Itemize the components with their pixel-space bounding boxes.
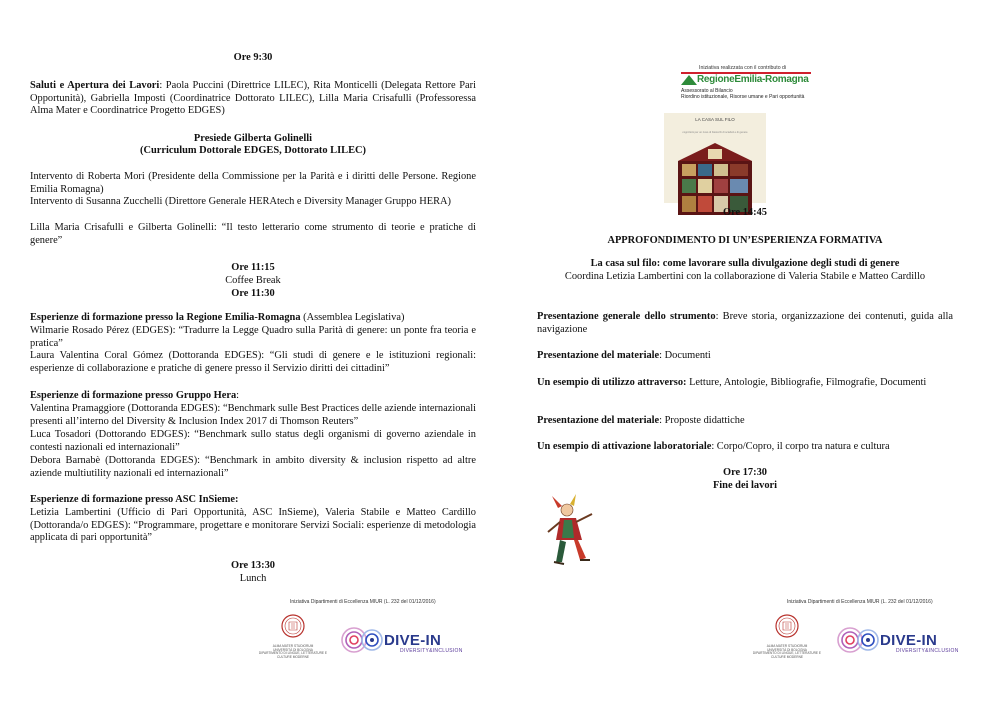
region-sub-1: Assessorato al Bilancio <box>681 88 733 94</box>
chair-line-1: Presiede Gilberta Golinelli <box>193 133 313 144</box>
jester-figure-icon <box>542 492 600 572</box>
time-14-45: Ore 14:45 <box>723 207 767 218</box>
section-hera-item-2: Luca Tosadori (Dottorando EDGES): “Benchmark sullo status degli organismi di governo aziendale in contesti nazionali ed internazionali” <box>30 429 476 453</box>
seal-line-1: ALMA MATER STUDIORUM <box>272 644 314 648</box>
intervention-1: Intervento di Roberta Mori (Presidente della Commissione per la Parità e i diritti delle Persone. Regione Emilia Romagna) <box>30 171 476 195</box>
time-9-30: Ore 9:30 <box>233 52 273 63</box>
region-logo-bar <box>681 72 811 86</box>
time-11-15: Ore 11:15 <box>231 262 275 273</box>
seal-line-1: ALMA MATER STUDIORUM <box>766 644 808 648</box>
item-material-documents: Presentazione del materiale: Documenti <box>537 350 711 361</box>
section-hera-title: Esperienze di formazione presso Gruppo Hera: <box>30 390 240 401</box>
dive-in-logo-left <box>340 620 470 660</box>
subheading: La casa sul filo: come lavorare sulla divulgazione degli studi di genere <box>590 258 900 269</box>
section-emilia-title: Esperienze di formazione presso la Regione Emilia-Romagna (Assemblea Legislativa) <box>30 312 405 323</box>
region-flag-icon <box>681 75 697 85</box>
dive-in-circles-icon <box>340 620 385 660</box>
region-name: RegioneEmilia-Romagna <box>697 73 809 85</box>
unibo-seal-icon <box>752 614 822 646</box>
book-cover-image <box>664 113 766 203</box>
sponsor-note: Iniziativa realizzata con il contributo di <box>699 65 787 71</box>
dive-in-sub: DIVERSITY&INCLUSION <box>896 648 959 654</box>
book-subtitle: cognizioni per un riuso di bisiocchi di sciaboli e di genere <box>682 130 748 134</box>
time-13-30: Ore 13:30 <box>231 560 275 571</box>
unibo-logo-left <box>258 614 328 659</box>
chair-line-2: (Curriculum Dottorale EDGES, Dottorato LILEC) <box>140 145 366 156</box>
end-of-works: Fine dei lavori <box>712 480 778 491</box>
footer-note-right: Iniziativa Dipartimenti di Eccellenza MIUR (L. 232 del 01/12/2016) <box>787 599 933 605</box>
time-17-30: Ore 17:30 <box>723 467 767 478</box>
section-emilia-item-2: Laura Valentina Coral Gómez (Dottoranda EDGES): “Gli studi di genere e le istituzioni regionali: esperienze di collaborazione e pratiche di genere presso il Servizio diritti dei cittadini” <box>30 350 476 374</box>
unibo-seal-icon <box>258 614 328 646</box>
intervention-2: Intervento di Susanna Zucchelli (Direttore Generale HERAtech e Diversity Manager Gruppo HERA) <box>30 196 451 207</box>
item-lab-example: Un esempio di attivazione laboratoriale: Corpo/Copro, il corpo tra natura e cultura <box>537 441 890 452</box>
coordination: Coordina Letizia Lambertini con la collaborazione di Valeria Stabile e Matteo Cardillo <box>564 271 926 282</box>
coffee-break: Coffee Break <box>225 275 281 286</box>
dive-in-circles-icon <box>836 620 881 660</box>
item-general-presentation: Presentazione generale dello strumento: Breve storia, organizzazione dei contenuti, guida alla navigazione <box>537 311 953 335</box>
dive-in-sub: DIVERSITY&INCLUSION <box>400 648 463 654</box>
section-asc-title: Esperienze di formazione presso ASC InSieme: <box>30 494 239 505</box>
dive-in-name: DIVE-IN <box>384 632 442 649</box>
section-asc-item-1: Letizia Lambertini (Ufficio di Pari Opportunità, ASC InSieme), Valeria Stabile e Matteo Cardillo (Dottoranda/o EDGES): “Programmare, progettare e monitorare Servizi Sociali: esperienze di metodologia applicata di pari opportunità” <box>30 507 476 544</box>
dive-in-name: DIVE-IN <box>880 632 938 649</box>
seal-line-2: UNIVERSITÀ DI BOLOGNA <box>273 647 313 652</box>
seal-line-3: DIPARTIMENTO DI LINGUE, LETTERATURE E CULTURE MODERNE <box>752 651 822 659</box>
unibo-logo-right <box>752 614 822 659</box>
region-sub-2: Riordino istituzionale, Risorse umane e Pari opportunità <box>681 94 805 100</box>
footer-note-left: Iniziativa Dipartimenti di Eccellenza MIUR (L. 232 del 01/12/2016) <box>290 599 436 605</box>
section-heading: APPROFONDIMENTO DI UN’ESPERIENZA FORMATIVA <box>607 235 883 246</box>
welcome-paragraph: Saluti e Apertura dei Lavori: Paola Puccini (Direttrice LILEC), Rita Monticelli (Delegata Rettore Pari Opportunità), Gabriella Imposti (Coordinatrice Dottorato LILEC), Lilla Maria Crisafulli (Professoressa Alma Mater e Coordinatrice Progetto EDGES) <box>30 80 476 117</box>
region-logo <box>681 72 811 100</box>
item-material-didactic: Presentazione del materiale: Proposte didattiche <box>537 415 745 426</box>
seal-line-2: UNIVERSITÀ DI BOLOGNA <box>767 647 807 652</box>
jester-illustration <box>542 492 600 572</box>
seal-line-3: DIPARTIMENTO DI LINGUE, LETTERATURE E CULTURE MODERNE <box>258 651 328 659</box>
lunch: Lunch <box>239 573 267 584</box>
time-11-30: Ore 11:30 <box>231 288 275 299</box>
item-usage-example: Un esempio di utilizzo attraverso: Letture, Antologie, Bibliografie, Filmografie, Documenti <box>537 377 927 388</box>
intervention-3: Lilla Maria Crisafulli e Gilberta Golinelli: “Il testo letterario come strumento di teorie e pratiche di genere” <box>30 222 476 246</box>
section-emilia-item-1: Wilmarie Rosado Pérez (EDGES): “Tradurre la Legge Quadro sulla Parità di genere: un ponte fra teoria e pratica” <box>30 325 476 349</box>
section-hera-item-3: Debora Barnabè (Dottoranda EDGES): “Benchmark in ambito diversity & inclusion rispetto ad altre aziende multiutility nazionali ed internazionali” <box>30 455 476 479</box>
section-hera-item-1: Valentina Pramaggiore (Dottoranda EDGES): “Benchmark sulle Best Practices delle aziende internazionali presenti all’interno del Diversity & Inclusion Index 2017 di Thomson Reuters” <box>30 403 476 427</box>
book-title: LA CASA SUL FILO <box>695 117 735 122</box>
dive-in-logo-right <box>836 620 966 660</box>
